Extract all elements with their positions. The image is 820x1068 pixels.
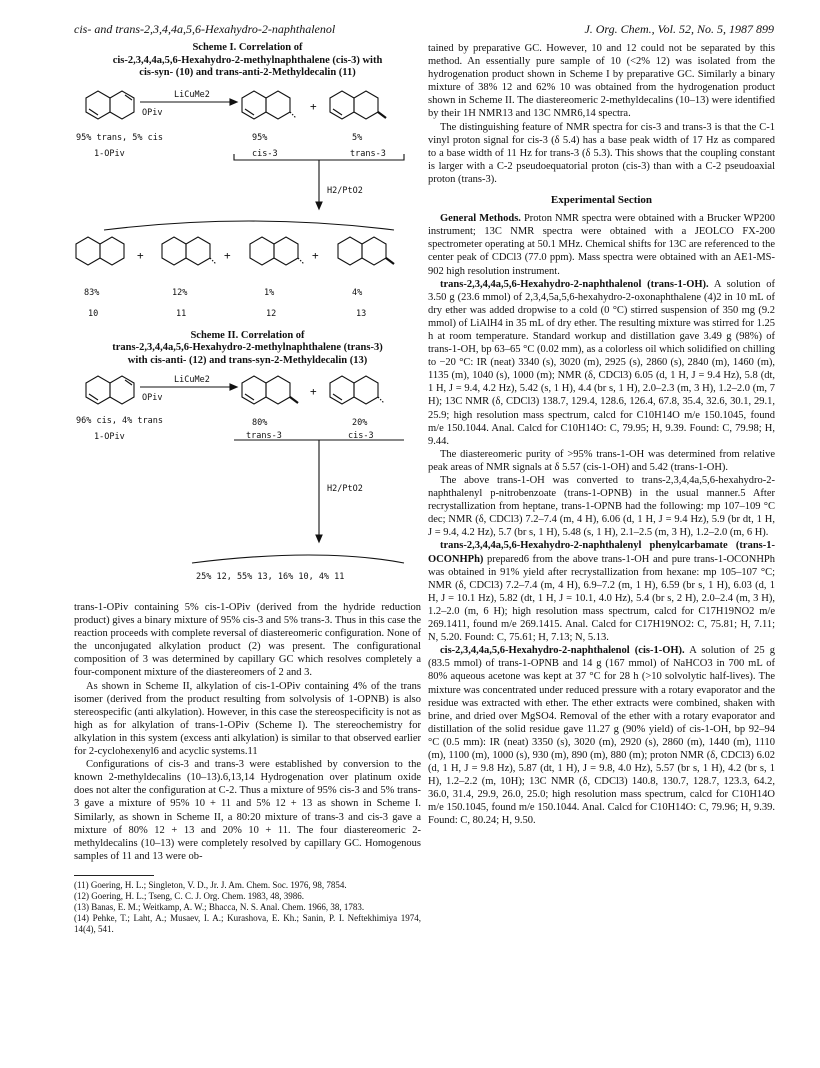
right-column <box>428 42 775 828</box>
svg-text:cis-3: cis-3 <box>348 431 374 441</box>
svg-text:+: + <box>224 248 231 262</box>
left-paragraph: As shown in Scheme II, alkylation of cis-1-OPiv containing 4% of the trans isomer (derived from the product resulting from solvolysis of 1-OPNB) is also stereospecific (anti alkylation). However, in this case the stereospecificity is not as high as for alkylation of trans-1-OPiv (Scheme I). The stereochemistry for alkylation in this system (excess anti alkylation) is similar to that observed earlier for 2-cyclohexenyl6 and acyclic systems.11 <box>74 680 421 758</box>
svg-text:5%: 5% <box>352 132 363 143</box>
experimental-paragraph: The diastereomeric purity of >95% trans-1-OH was determined from relative peak areas of NMR signals at δ 5.57 (cis-1-OH) and 5.42 (trans-1-OH). <box>428 448 775 473</box>
svg-text:+: + <box>312 248 319 262</box>
scheme-2-start-label: 1-OPiv <box>94 432 125 442</box>
structure-cis-3 <box>242 91 296 119</box>
scheme-1-start-label: 1-OPiv <box>94 148 125 159</box>
left-paragraph: trans-1-OPiv containing 5% cis-1-OPiv (derived from the hydride reduction product) gives a binary mixture of 95% cis-3 and 5% trans-3. Thus in this case the reaction proceeds with complete reversal of diastereomeric configuration. None of the unconjugated alkylation product (2) was present. The configurational composition of 3 was determined by capillary GC which resolves completely a four-component mixture of the diastereomers of 2 and 3. <box>74 602 421 679</box>
scheme-2-leaving-group: OPiv <box>142 393 163 403</box>
footnote-rule <box>74 875 154 876</box>
svg-text:12%: 12% <box>172 287 188 298</box>
svg-text:trans-3: trans-3 <box>350 148 386 159</box>
svg-text:83%: 83% <box>84 287 100 298</box>
right-paragraph: tained by preparative GC. However, 10 and 12 could not be separated by this method. An essentially pure sample of 10 (<2% 12) was isolated from the hydrogenation product shown in Scheme I by preparative GC. Similarly a binary mixture of 38% 12 and 62% 10 was obtained from the hydrogenation product shown in Scheme II. The diastereomeric 2-methyldecalins (10–13) were identified by their 1H NMR13 and 13C NMR6,14 spectra. <box>428 43 775 120</box>
scheme-1-hydrogenation: H2/PtO2 <box>327 185 363 196</box>
svg-text:10: 10 <box>88 308 99 319</box>
svg-text:13: 13 <box>356 308 367 319</box>
experimental-paragraph: trans-2,3,4,4a,5,6-Hexahydro-2-naphthalenyl phenylcarbamate (trans-1-OCONHPh) prepared6 from the above trans-1-OH and pure trans-1-OCONHPh was obtained in 91% yield after recrystallization from hexane: mp 105–107 °C; NMR (δ, CDCl3) 7.2–7.4 (m, 4 H), 6.9–7.2 (m, 1 H), 6.59 (br s, 1 H), 6.03 (d, 1 H, J = 10.1 Hz), 5.82 (dt, 1 H, J = 10.1, 4.0 Hz), 5.4 (br s, 2 H), 2.0–2.4 (m, 3 H), 1.2–2.0 (m, 6 H); high resolution mass spectrum, calcd for C17H19NO2 m/e 269.1411, found m/e 269.1415. Anal. Calcd for C17H19NO2: C, 75.81; H, 7.11; N, 5.20. Found: C, 75.61; H, 7.13; N, 5.13. <box>428 540 776 644</box>
svg-text:80%: 80% <box>252 418 268 428</box>
svg-text:+: + <box>137 248 144 262</box>
header-left: cis- and trans-2,3,4,4a,5,6-Hexahydro-2-naphthalenol <box>74 22 336 36</box>
footnotes <box>74 880 421 935</box>
scheme-1-diagram <box>74 80 421 330</box>
scheme-2-reagent: LiCuMe2 <box>174 375 210 385</box>
footnote-11: (11) Goering, H. L.; Singleton, V. D., Jr. J. Am. Chem. Soc. 1976, 98, 7854. <box>74 879 347 890</box>
scheme-1 <box>74 42 421 330</box>
svg-text:1%: 1% <box>264 287 275 298</box>
scheme-2 <box>74 330 421 600</box>
svg-text:11: 11 <box>176 308 187 319</box>
footnote-13: (13) Banas, E. M.; Weitkamp, A. W.; Bhacca, N. S. Anal. Chem. 1966, 38, 1783. <box>74 901 365 912</box>
left-body-text <box>74 601 421 863</box>
footnote-14: (14) Pehke, T.; Laht, A.; Musaev, I. A.; Kurashova, E. Kh.; Sanin, P. I. Neftekhimiya 1974, 14(4), 541. <box>74 912 421 934</box>
right-paragraph: The distinguishing feature of NMR spectra for cis-3 and trans-3 is that the C-1 vinyl proton signal for cis-3 (δ 5.4) has a base peak width of 17 Hz as compared to a base width of 11 Hz for trans-3 (δ 5.3). This shows that the coupling constant is larger with a C-2 pseudoequatorial proton (cis-3) than with a C-2 pseudoaxial proton (trans-3). <box>428 121 775 185</box>
scheme-2-hydrogenation: H2/PtO2 <box>327 484 363 494</box>
scheme-1-title: Scheme I. Correlation of cis-2,3,4,4a,5,6-Hexahydro-2-methylnaphthalene (cis-3) with cis-syn- (10) and trans-anti-2-Methyldecalin (11) <box>112 42 383 78</box>
experimental-paragraph: cis-2,3,4,4a,5,6-Hexahydro-2-naphthalenol (cis-1-OH). A solution of 25 g (83.5 mmol) of trans-1-OPNB and 14 g (167 mmol) of NaHCO3 in 700 mL of 80% aqueous acetone was kept at 37 °C for 28 h (>10 solvolytic half-lives). The mixture was concentrated under reduced pressure with a rotary evaporator and the residue was extracted with ether. The ether extracts were combined, shaken with brine, and dried over MgSO4. Removal of the ether with a rotary evaporator and distillation of the solid residue gave 11.27 g (90% yield) of cis-1-OH, bp 92–94 °C (0.5 mm): IR (neat) 3350 (s), 3020 (m), 2920 (s), 2860 (m), 1440 (m), 1110 (m), 1100 (m), 1000 (s), 930 (m), 890 (m), 880 (m); proton NMR (δ, CDCl3) 6.02 (d, 1 H, J = 9.8 Hz), 5.87 (dt, 1 H), J = 9.8, 4.0 Hz), 5.57 (br s, 1 H), 4.2 (br s, 1 H), 1.2–2.2 (m, 10H); 13C NMR (δ, CDCl3) 140.8, 130.7, 128.7, 123.3, 64.2, 36.0, 31.4, 29.9, 26.0, 25.0; high resolution mass spectrum, calcd for C10H14O m/e 150.1045, found m/e 150.1044. Anal. Calcd for C10H14O: C, 79.96; H, 9.39. Found: C, 80.24; H, 9.50. <box>428 645 776 827</box>
left-paragraph: Configurations of cis-3 and trans-3 were established by conversion to the known 2-methyldecalins (10–13).6,13,14 Hydrogenation over platinum oxide does not alter the configuration at C-2. Thus a mixture of 95% cis-3 and 5% trans-3 gave a mixture of 95% 10 + 11 and 5% 12 + 13 as shown in Scheme I. Similarly, as shown in Scheme II, a 80:20 mixture of trans-3 and cis-3 gave a mixture of 80% 12 + 13 and 20% 10 + 11. The four diastereomeric 2-methyldecalins (10–13) were completely resolved by capillary GC. Homogenous samples of 11 and 13 were ob- <box>74 759 421 862</box>
svg-text:cis-3: cis-3 <box>252 148 278 159</box>
svg-text:4%: 4% <box>352 287 363 298</box>
svg-text:95%: 95% <box>252 132 268 143</box>
scheme-2-start-ratio: 96% cis, 4% trans <box>76 416 163 426</box>
scheme-1-reagent: LiCuMe2 <box>174 89 210 100</box>
svg-text:12: 12 <box>266 308 277 319</box>
experimental-paragraph: General Methods. Proton NMR spectra were obtained with a Brucker WP200 instrument; 13C NMR spectra were obtained with a JEOLCO FX-200 spectrometer operating at 50.1 MHz. Chemical shifts for 13C are referenced to the center peak of CDCl3 (77.0 ppm). Mass spectra were obtained with an AE1-MS-902 high resolution instrument. <box>428 213 775 277</box>
scheme-1-start-ratio: 95% trans, 5% cis <box>76 132 163 143</box>
svg-text:trans-3: trans-3 <box>246 431 282 441</box>
scheme-1-leaving-group: OPiv <box>142 107 163 118</box>
scheme-2-result: 25% 12, 55% 13, 16% 10, 4% 11 <box>196 572 345 582</box>
experimental-paragraph: trans-2,3,4,4a,5,6-Hexahydro-2-naphthalenol (trans-1-OH). A solution of 3.50 g (23.6 mmol) of 2,3,4,5a,5,6-hexahydro-2-oxonaphthalene (4)2 in 10 mL of dry ether was added dropwise to a cold (0 °C) stirred suspension of 350 mg (9.2 mmol) of LiAlH4 in 35 mL of dry ether. The resulting mixture was stirred for 1.25 h at room temperature. Standard workup and distillation gave 3.49 g (98%) of trans-1-OH, bp 63–65 °C (0.02 mm), as a colorless oil which solidified on chilling to −20 °C: IR (neat) 3340 (s), 3020 (m), 2925 (s), 2860 (s), 2840 (m), 1460 (m), 1135 (m), 1040 (s), 1000 (m); NMR (δ, CDCl3) 6.05 (d, 1 H, J = 9.4 Hz), 5.8 (dt, 1 H, J = 9.4, 4.2 Hz), 5.42 (s, 1 H), 4.4 (br s, 1 H), 2.0–2.3 (m, 3 H), 1.2–2.0 (m, 7 H); 13C NMR (δ, CDCl3) 138.7, 129.4, 128.6, 126.4, 67.8, 35.4, 32.6, 30.1, 29.1, 25.9; high resolution mass spectrum, calcd for C10H14O m/e 150.1045, found m/e 150.1044. Anal. Calcd for C10H14O: C, 79.95; H, 9.39. Found: C, 79.98; H, 9.44. <box>428 278 776 447</box>
left-column <box>74 42 421 935</box>
svg-text:20%: 20% <box>352 418 368 428</box>
header-right: J. Org. Chem., Vol. 52, No. 5, 1987 899 <box>584 22 774 36</box>
experimental-paragraph: The above trans-1-OH was converted to trans-2,3,4,4a,5,6-hexahydro-2-naphthalenyl p-nitrobenzoate (trans-1-OPNB) in the usual manner.5 After recrystallization from heptane, trans-1-OPNB had the following: mp 107–109 °C dec; NMR (δ, CDCl3) 7.2–7.4 (m, 4 H), 6.06 (d, 1 H, J = 9.4 Hz), 5.9 (br dt, 1 H, J = 9.4, 4.2 Hz), 5.7 (br s, 1 H), 5.48 (s, 1 H), 2.1–2.5 (m, 3 H), 1.2–2.0 (m, 6 H). <box>428 475 775 539</box>
footnote-12: (12) Goering, H. L.; Tseng, C. C. J. Org. Chem. 1983, 48, 3986. <box>74 890 305 901</box>
structure-1-opiv <box>86 91 134 119</box>
experimental-section-title: Experimental Section <box>550 194 653 207</box>
svg-text:+: + <box>310 385 317 398</box>
structure-trans-3 <box>330 91 386 119</box>
running-header <box>74 22 774 37</box>
scheme-2-diagram <box>74 367 421 599</box>
svg-text:+: + <box>310 99 317 113</box>
scheme-2-title: Scheme II. Correlation of trans-2,3,4,4a,5,6-Hexahydro-2-methylnaphthalene (trans-3) with cis-anti- (12) and trans-syn-2-Methyldecalin (13) <box>112 329 383 366</box>
